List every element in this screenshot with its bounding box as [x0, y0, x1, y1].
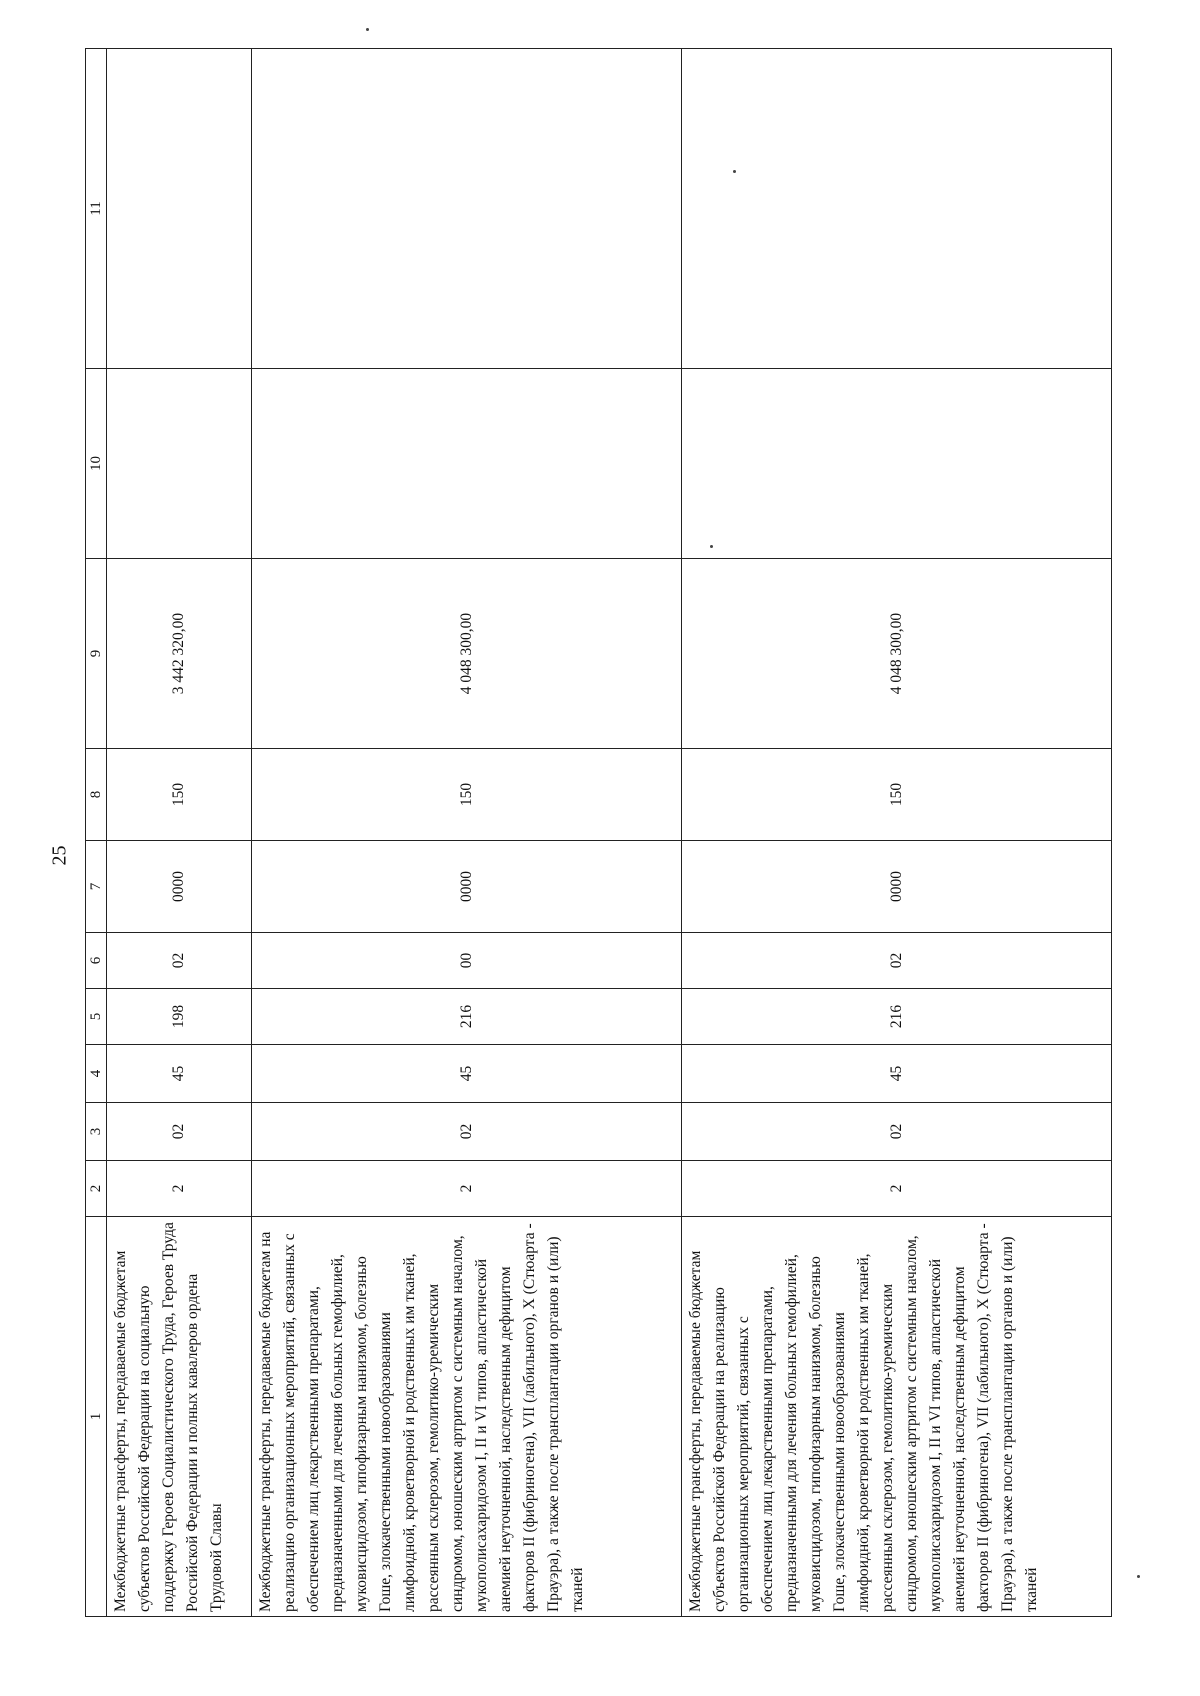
- cell-col2: 2: [682, 1161, 1112, 1217]
- cell-col5: 198: [107, 989, 252, 1045]
- cell-col11: [252, 49, 682, 369]
- row-description: Межбюджетные трансферты, передаваемые бюджетам субъектов Российской Федерации на социальную поддержку Героев Социалистического Труда, Героев Труда Российской Федерации и полных кавалеров ордена Трудовой Славы: [107, 1217, 252, 1617]
- column-header: 7: [86, 841, 107, 933]
- scan-speck: [733, 170, 736, 173]
- cell-col6: 02: [107, 933, 252, 989]
- column-header: 8: [86, 749, 107, 841]
- cell-col6: 02: [682, 933, 1112, 989]
- cell-amount: 4 048 300,00: [682, 559, 1112, 749]
- column-header: 6: [86, 933, 107, 989]
- cell-col8: 150: [252, 749, 682, 841]
- cell-col11: [107, 49, 252, 369]
- cell-col2: 2: [107, 1161, 252, 1217]
- cell-col7: 0000: [252, 841, 682, 933]
- column-header: 9: [86, 559, 107, 749]
- cell-col4: 45: [252, 1045, 682, 1103]
- rotated-table-wrapper: [85, 49, 1099, 1617]
- cell-col10: [252, 369, 682, 559]
- cell-col6: 00: [252, 933, 682, 989]
- table-row: [252, 49, 682, 1617]
- budget-table: [85, 48, 1112, 1617]
- column-header: 3: [86, 1103, 107, 1161]
- column-header: 4: [86, 1045, 107, 1103]
- table-row: [682, 49, 1112, 1617]
- cell-amount: 4 048 300,00: [252, 559, 682, 749]
- scan-speck: [366, 28, 369, 31]
- cell-col2: 2: [252, 1161, 682, 1217]
- cell-col10: [682, 369, 1112, 559]
- column-header: 5: [86, 989, 107, 1045]
- cell-col7: 0000: [107, 841, 252, 933]
- row-description: Межбюджетные трансферты, передаваемые бюджетам субъектов Российской Федерации на реализацию организационных мероприятий, связанных с обеспечением лиц лекарственными препаратами, предназначенными для лечения больных гемофилией, муковисцидозом, гипофизарным нанизмом, болезнью Гоше, злокачественными новообразованиями лимфоидной, кроветворной и родственных им тканей, рассеянным склерозом, гемолитико-уремическим синдромом, юношеским артритом с системным началом, мукополисахаридозом I, II и VI типов, апластической анемией неуточненной, наследственным дефицитом факторов II (фибриногена), VII (лабильного), X (Стюарта - Прауэра), а также после трансплантации органов и (или) тканей: [682, 1217, 1112, 1617]
- column-header: 2: [86, 1161, 107, 1217]
- cell-col3: 02: [252, 1103, 682, 1161]
- cell-col5: 216: [682, 989, 1112, 1045]
- cell-col10: [107, 369, 252, 559]
- cell-col3: 02: [682, 1103, 1112, 1161]
- cell-col3: 02: [107, 1103, 252, 1161]
- cell-col7: 0000: [682, 841, 1112, 933]
- cell-col4: 45: [107, 1045, 252, 1103]
- scan-speck: [1137, 1575, 1140, 1578]
- cell-col8: 150: [107, 749, 252, 841]
- column-number-row: [86, 49, 107, 1617]
- cell-col8: 150: [682, 749, 1112, 841]
- row-description: Межбюджетные трансферты, передаваемые бюджетам на реализацию организационных мероприятий, связанных с обеспечением лиц лекарственными препаратами, предназначенными для лечения больных гемофилией, муковисцидозом, гипофизарным нанизмом, болезнью Гоше, злокачественными новообразованиями лимфоидной, кроветворной и родственных им тканей, рассеянным склерозом, гемолитико-уремическим синдромом, юношеским артритом с системным началом, мукополисахаридозом I, II и VI типов, апластической анемией неуточненной, наследственным дефицитом факторов II (фибриногена), VII (лабильного), X (Стюарта - Прауэра), а также после трансплантации органов и (или) тканей: [252, 1217, 682, 1617]
- cell-col4: 45: [682, 1045, 1112, 1103]
- scan-speck: [710, 545, 713, 548]
- cell-amount: 3 442 320,00: [107, 559, 252, 749]
- column-header: 1: [86, 1217, 107, 1617]
- page-number: 25: [48, 845, 71, 866]
- cell-col11: [682, 49, 1112, 369]
- cell-col5: 216: [252, 989, 682, 1045]
- column-header: 11: [86, 49, 107, 369]
- column-header: 10: [86, 369, 107, 559]
- table-row: [107, 49, 252, 1617]
